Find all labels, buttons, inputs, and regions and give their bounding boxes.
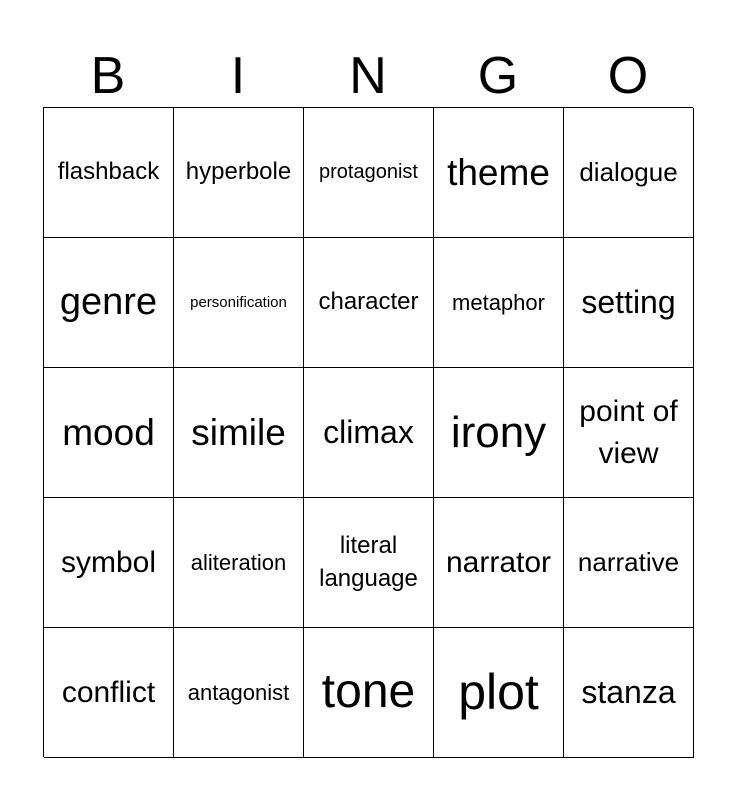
bingo-cell[interactable]: character bbox=[304, 238, 434, 368]
bingo-cell[interactable]: hyperbole bbox=[174, 108, 304, 238]
bingo-cell[interactable]: stanza bbox=[564, 628, 694, 758]
bingo-cell[interactable]: irony bbox=[434, 368, 564, 498]
bingo-cell[interactable]: narrative bbox=[564, 498, 694, 628]
bingo-cell[interactable]: theme bbox=[434, 108, 564, 238]
bingo-cell[interactable]: antagonist bbox=[174, 628, 304, 758]
bingo-cell[interactable]: personification bbox=[174, 238, 304, 368]
bingo-cell[interactable]: aliteration bbox=[174, 498, 304, 628]
bingo-cell[interactable]: genre bbox=[44, 238, 174, 368]
bingo-cell[interactable]: setting bbox=[564, 238, 694, 368]
bingo-cell[interactable]: simile bbox=[174, 368, 304, 498]
bingo-cell[interactable]: tone bbox=[304, 628, 434, 758]
bingo-cell[interactable]: conflict bbox=[44, 628, 174, 758]
bingo-cell[interactable]: narrator bbox=[434, 498, 564, 628]
bingo-cell[interactable]: climax bbox=[304, 368, 434, 498]
header-letter-b: B bbox=[90, 47, 126, 105]
bingo-cell[interactable]: metaphor bbox=[434, 238, 564, 368]
header-letter-o: O bbox=[607, 47, 649, 105]
bingo-cell[interactable]: flashback bbox=[44, 108, 174, 238]
bingo-cell[interactable]: dialogue bbox=[564, 108, 694, 238]
bingo-cell[interactable]: symbol bbox=[44, 498, 174, 628]
bingo-board bbox=[43, 107, 693, 757]
bingo-cell[interactable]: protagonist bbox=[304, 108, 434, 238]
bingo-cell[interactable]: mood bbox=[44, 368, 174, 498]
header-letter-g: G bbox=[477, 47, 519, 105]
bingo-header bbox=[43, 45, 693, 107]
header-letter-n: N bbox=[349, 47, 387, 105]
bingo-cell[interactable]: plot bbox=[434, 628, 564, 758]
bingo-cell[interactable]: literal language bbox=[304, 498, 434, 628]
bingo-cell[interactable]: point of view bbox=[564, 368, 694, 498]
header-letter-i: I bbox=[230, 47, 246, 105]
